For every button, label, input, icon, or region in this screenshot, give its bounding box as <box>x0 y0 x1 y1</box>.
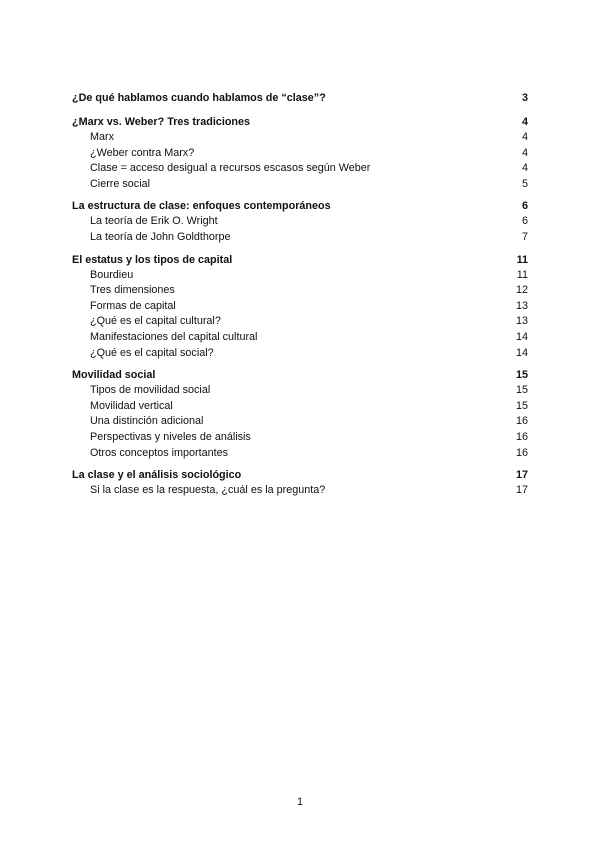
toc-item[interactable] <box>72 446 528 462</box>
toc-item-title: Marx <box>90 131 114 143</box>
toc-section <box>72 367 528 461</box>
toc-heading-title: La clase y el análisis sociológico <box>72 469 242 482</box>
toc-heading[interactable] <box>72 114 528 130</box>
toc-section <box>72 198 528 245</box>
toc-item-page: 5 <box>521 177 528 190</box>
toc-item-page: 16 <box>515 430 528 443</box>
toc-heading-title: El estatus y los tipos de capital <box>72 253 233 266</box>
toc-item[interactable] <box>72 130 528 146</box>
toc-item[interactable] <box>72 268 528 284</box>
toc-heading-page: 17 <box>515 469 528 482</box>
toc-heading[interactable] <box>72 367 528 383</box>
toc-item-title: La teoría de John Goldthorpe <box>90 230 231 243</box>
toc-item-page: 4 <box>521 131 528 143</box>
toc-item-page: 17 <box>515 484 528 497</box>
toc-heading-page: 3 <box>521 92 528 104</box>
toc-item-title: Movilidad vertical <box>90 399 173 412</box>
toc-heading-title: Movilidad social <box>72 369 156 382</box>
toc-item-title: Cierre social <box>90 177 150 190</box>
toc-item-title: Si la clase es la respuesta, ¿cuál es la pregunta? <box>90 484 326 497</box>
toc-item-page: 16 <box>515 415 528 428</box>
toc-item-title: Manifestaciones del capital cultural <box>90 330 258 343</box>
toc-item-title: Perspectivas y niveles de análisis <box>90 430 251 443</box>
toc-item-page: 16 <box>515 446 528 459</box>
toc-item-page: 6 <box>521 215 528 228</box>
toc-item-page: 4 <box>521 162 528 175</box>
toc-heading-page: 4 <box>521 116 528 128</box>
toc-heading-page: 15 <box>515 369 528 382</box>
toc-item-title: Tres dimensiones <box>90 284 175 297</box>
toc-item-page: 15 <box>515 384 528 397</box>
toc-item[interactable] <box>72 346 528 362</box>
toc-item-title: Una distinción adicional <box>90 415 204 428</box>
toc-item[interactable] <box>72 430 528 446</box>
toc-item-title: Clase = acceso desigual a recursos escasos según Weber <box>90 162 371 175</box>
toc-item[interactable] <box>72 383 528 399</box>
toc-item-title: Tipos de movilidad social <box>90 384 211 397</box>
toc-item[interactable] <box>72 314 528 330</box>
toc-item-page: 4 <box>521 146 528 159</box>
page-number: 1 <box>296 796 303 808</box>
toc-item-title: ¿Qué es el capital cultural? <box>90 315 221 328</box>
toc-section <box>72 252 528 362</box>
toc-item[interactable] <box>72 230 528 246</box>
toc-heading[interactable] <box>72 252 528 268</box>
toc-heading[interactable] <box>72 198 528 214</box>
toc-item[interactable] <box>72 161 528 177</box>
toc-item[interactable] <box>72 146 528 162</box>
toc-item-title: La teoría de Erik O. Wright <box>90 215 218 228</box>
toc-heading-title: La estructura de clase: enfoques contemporáneos <box>72 200 331 213</box>
toc-item-page: 7 <box>521 230 528 243</box>
toc-item-page: 13 <box>515 315 528 328</box>
table-of-contents <box>72 90 528 499</box>
toc-item[interactable] <box>72 283 528 299</box>
toc-heading-page: 11 <box>516 253 528 266</box>
toc-item-page: 14 <box>515 330 528 343</box>
toc-section <box>72 467 528 499</box>
toc-item-page: 15 <box>515 399 528 412</box>
toc-item[interactable] <box>72 299 528 315</box>
toc-item-title: ¿Qué es el capital social? <box>90 346 214 359</box>
toc-item-title: ¿Weber contra Marx? <box>90 146 195 159</box>
toc-item[interactable] <box>72 330 528 346</box>
toc-section <box>72 114 528 192</box>
toc-item-page: 13 <box>515 299 528 312</box>
toc-item[interactable] <box>72 414 528 430</box>
toc-item[interactable] <box>72 177 528 193</box>
toc-heading[interactable] <box>72 90 528 106</box>
toc-heading[interactable] <box>72 467 528 483</box>
toc-item-title: Formas de capital <box>90 299 176 312</box>
toc-item-page: 12 <box>515 284 528 297</box>
toc-item-page: 14 <box>515 346 528 359</box>
toc-item-title: Bourdieu <box>90 268 134 281</box>
toc-heading-title: ¿De qué hablamos cuando hablamos de “clase”? <box>72 92 326 104</box>
toc-item[interactable] <box>72 214 528 230</box>
toc-item-title: Otros conceptos importantes <box>90 446 229 459</box>
toc-item-page: 11 <box>516 268 528 281</box>
toc-heading-title: ¿Marx vs. Weber? Tres tradiciones <box>72 116 251 128</box>
toc-heading-page: 6 <box>521 200 528 213</box>
toc-item[interactable] <box>72 483 528 499</box>
toc-section <box>72 90 528 106</box>
toc-item[interactable] <box>72 399 528 415</box>
